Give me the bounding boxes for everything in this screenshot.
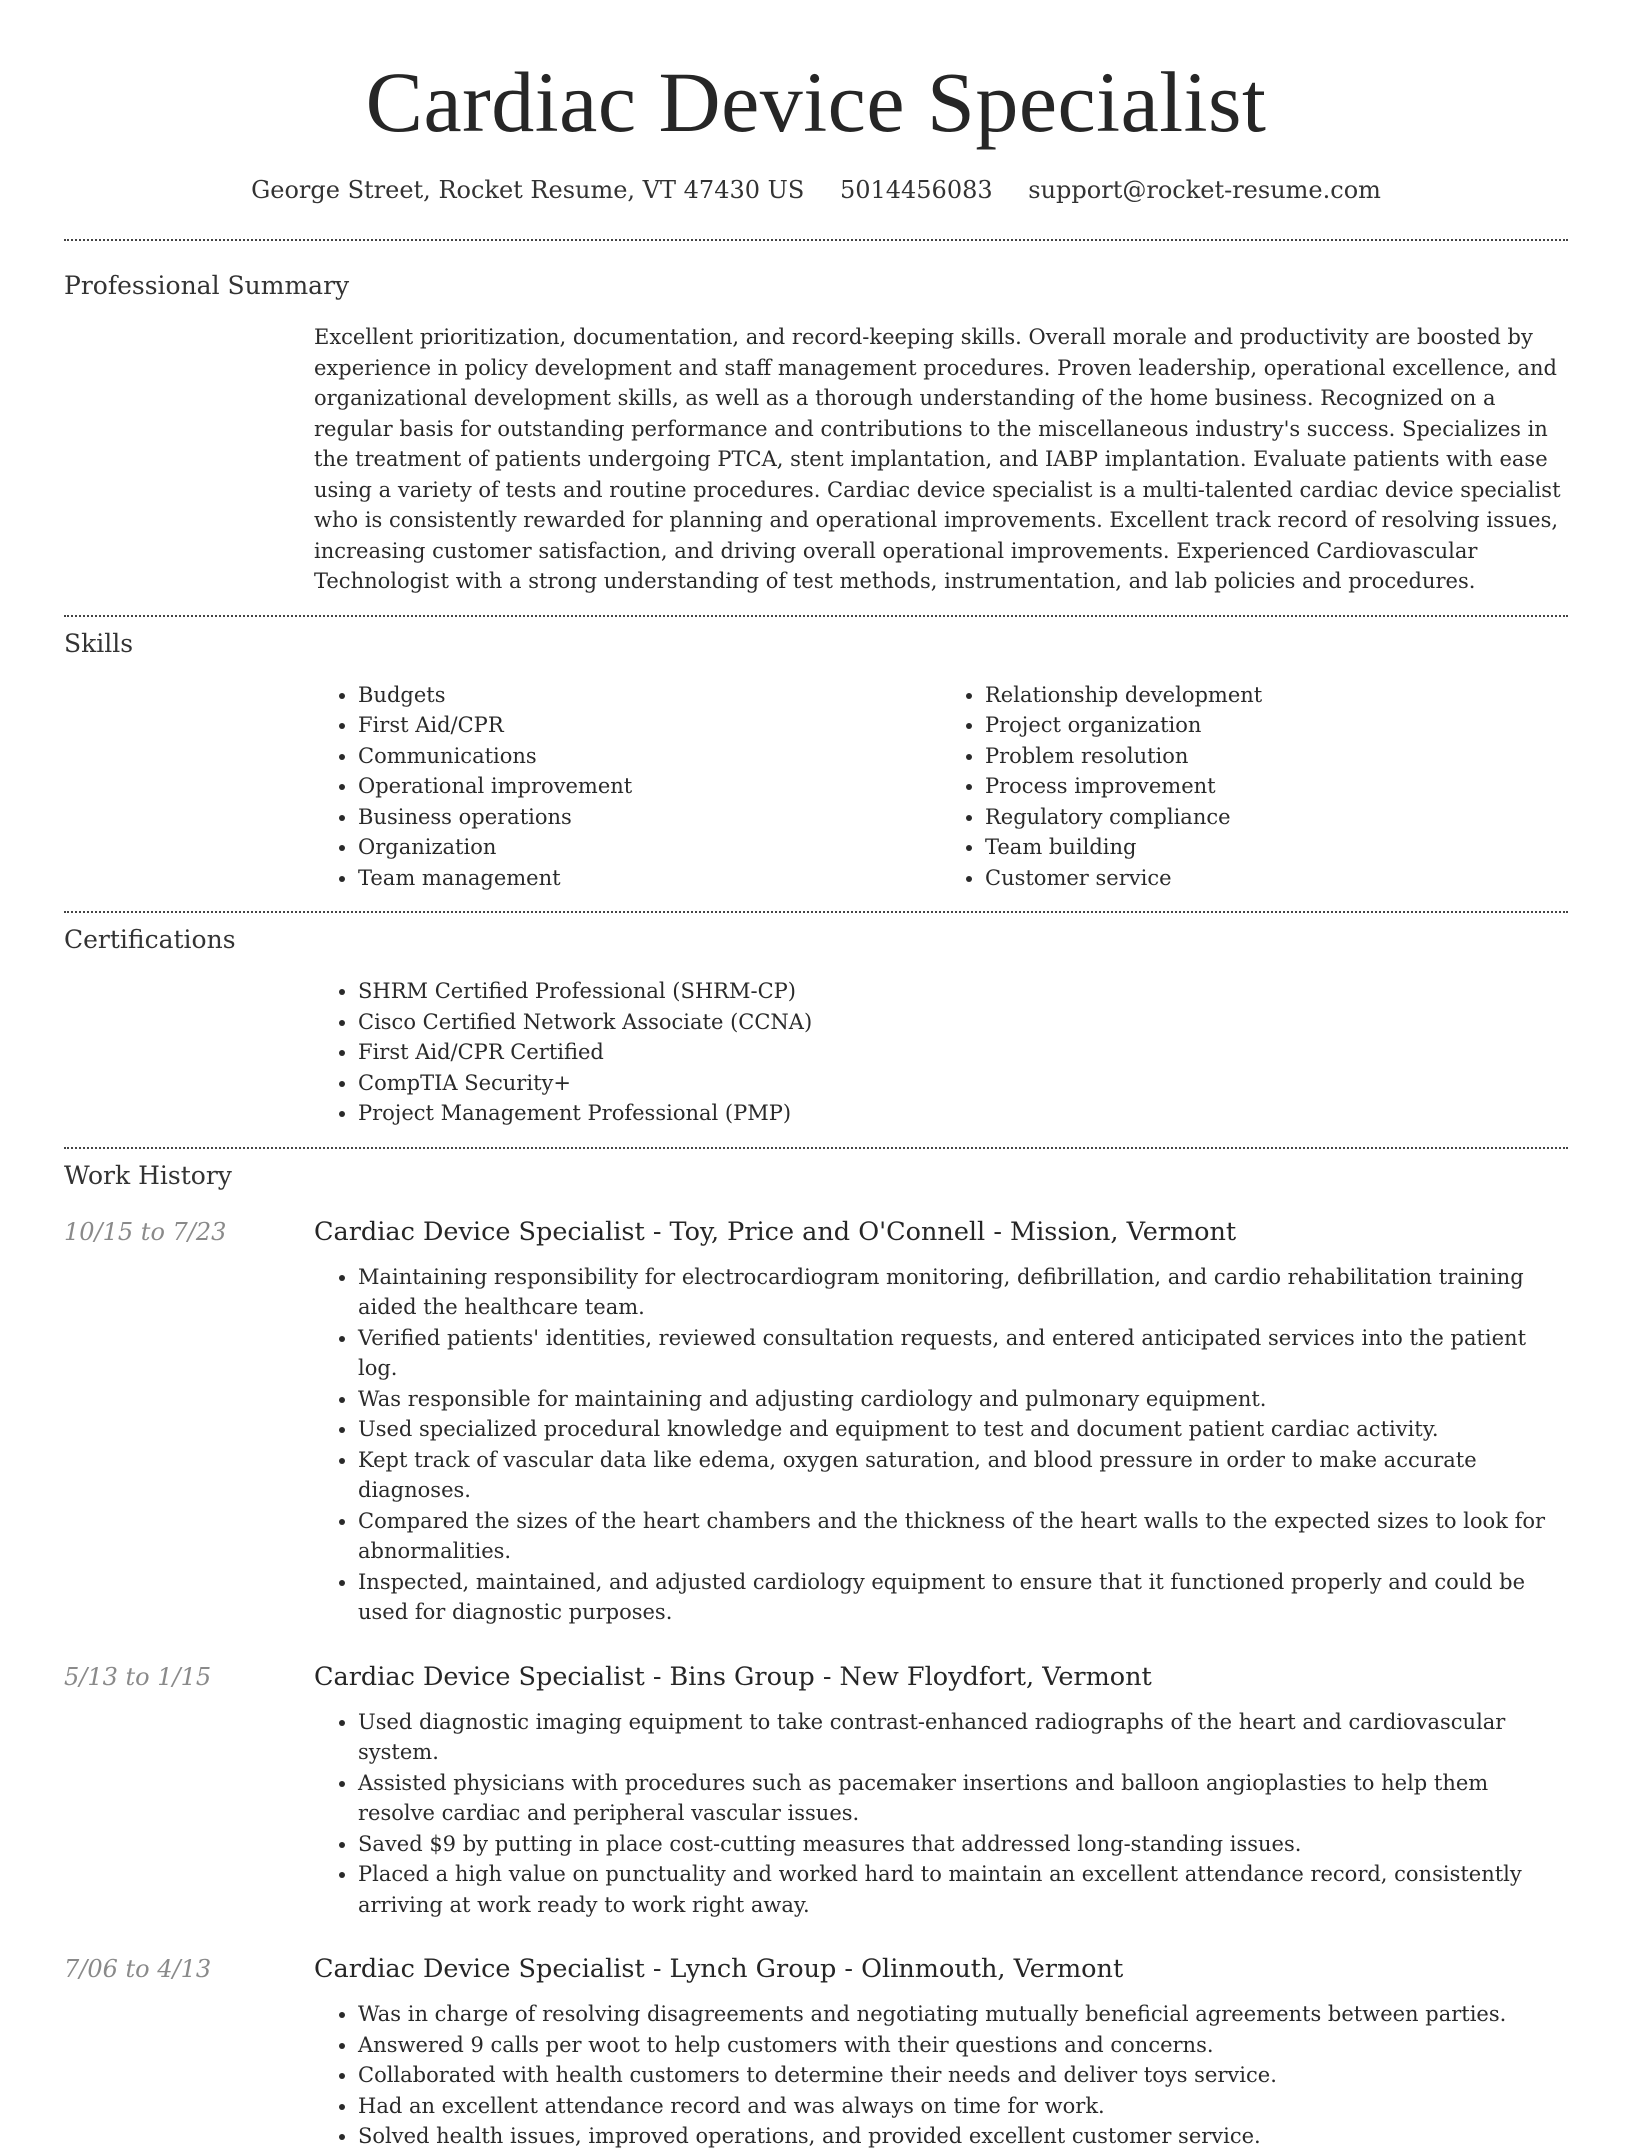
list-item: • SHRM Certified Professional (SHRM-CP) xyxy=(358,976,1568,1007)
list-item: • Operational improvement xyxy=(358,771,941,802)
job-bullets xyxy=(314,1707,1568,1921)
list-item: • Compared the sizes of the heart chambers and the thickness of the heart walls to the expected sizes to look for abnormalities. xyxy=(358,1506,1568,1567)
list-item: • Placed a high value on punctuality and worked hard to maintain an excellent attendance record, consistently arriving at work ready to work right away. xyxy=(358,1859,1568,1920)
contact-phone: 5014456083 xyxy=(839,176,993,204)
job-date: 7/06 to 4/13 xyxy=(64,1955,212,1983)
list-item: • Project Management Professional (PMP) xyxy=(358,1098,1568,1129)
job-date: 5/13 to 1/15 xyxy=(64,1662,212,1691)
job-title: Cardiac Device Specialist - Bins Group - New Floydfort, Vermont xyxy=(314,1661,1152,1692)
list-item: • Inspected, maintained, and adjusted cardiology equipment to ensure that it functioned properly and could be used for diagnostic purposes. xyxy=(358,1567,1568,1628)
certifications-body xyxy=(314,976,1568,1129)
skills-list-left xyxy=(314,680,941,894)
section-title-summary: Professional Summary xyxy=(64,271,350,300)
summary-body xyxy=(314,322,1568,597)
list-item: • Team building xyxy=(985,832,1568,863)
list-item: • Used diagnostic imaging equipment to take contrast-enhanced radiographs of the heart and cardiovascular system. xyxy=(358,1707,1568,1768)
skills-columns xyxy=(314,680,1568,894)
certifications-section xyxy=(64,913,1568,1129)
list-item: • Project organization xyxy=(985,710,1568,741)
job-entry xyxy=(64,1660,1568,1921)
summary-text: Excellent prioritization, documentation, and record-keeping skills. Overall morale and productivity are boosted by experience in policy development and staff management procedures. Proven leadership, operational excellence, and organizational development skills, as well as a thorough understanding of the home business. Recognized on a regular basis for outstanding performance and contributions to the miscellaneous industry's success. Specializes in the treatment of patients undergoing PTCA, stent implantation, and IABP implantation. Evaluate patients with ease using a variety of tests and routine procedures. Cardiac device specialist is a multi-talented cardiac device specialist who is consistently rewarded for planning and operational improvements. Excellent track record of resolving issues, increasing customer satisfaction, and driving overall operational improvements. Experienced Cardiovascular Technologist with a strong understanding of test methods, instrumentation, and lab policies and procedures. xyxy=(314,325,1561,593)
list-item: • Customer service xyxy=(985,863,1568,894)
contact-address: George Street, Rocket Resume, VT 47430 US xyxy=(251,176,805,204)
summary-section xyxy=(64,241,1568,597)
section-title-work-history: Work History xyxy=(64,1160,232,1190)
skills-list-right xyxy=(941,680,1568,894)
list-item: • Communications xyxy=(358,741,941,772)
job-bullets xyxy=(314,1262,1568,1628)
job-entry xyxy=(64,1215,1568,1628)
resume-name-heading: Cardiac Device Specialist xyxy=(365,54,1267,150)
list-item: • Answered 9 calls per woot to help customers with their questions and concerns. xyxy=(358,2030,1568,2061)
section-title-skills: Skills xyxy=(64,628,134,658)
job-date: 10/15 to 7/23 xyxy=(64,1217,227,1246)
list-item: • Business operations xyxy=(358,802,941,833)
work-history-section xyxy=(64,1149,1568,2152)
job-bullets xyxy=(314,1999,1568,2152)
list-item: • Had an excellent attendance record and was always on time for work. xyxy=(358,2091,1568,2122)
list-item: • Assisted physicians with procedures such as pacemaker insertions and balloon angioplasties to help them resolve cardiac and peripheral vascular issues. xyxy=(358,1768,1568,1829)
contact-line xyxy=(64,174,1568,206)
list-item: • Verified patients' identities, reviewed consultation requests, and entered anticipated services into the patient log. xyxy=(358,1323,1568,1384)
list-item: • Used specialized procedural knowledge and equipment to test and document patient cardiac activity. xyxy=(358,1414,1568,1445)
list-item: • Process improvement xyxy=(985,771,1568,802)
section-title-certifications: Certifications xyxy=(64,925,236,954)
list-item: • Was in charge of resolving disagreements and negotiating mutually beneficial agreements between parties. xyxy=(358,1999,1568,2030)
list-item: • Cisco Certified Network Associate (CCNA) xyxy=(358,1007,1568,1038)
list-item: • Solved health issues, improved operations, and provided excellent customer service. xyxy=(358,2121,1568,2152)
list-item: • Budgets xyxy=(358,680,941,711)
list-item: • Kept track of vascular data like edema, oxygen saturation, and blood pressure in order to make accurate diagnoses. xyxy=(358,1445,1568,1506)
list-item: • Saved $9 by putting in place cost-cutting measures that addressed long-standing issues. xyxy=(358,1829,1568,1860)
list-item: • Regulatory compliance xyxy=(985,802,1568,833)
contact-email: support@rocket-resume.com xyxy=(1028,176,1381,204)
list-item: • Maintaining responsibility for electrocardiogram monitoring, defibrillation, and cardio rehabilitation training aided the healthcare team. xyxy=(358,1262,1568,1323)
job-title: Cardiac Device Specialist - Lynch Group - Olinmouth, Vermont xyxy=(314,1954,1124,1984)
list-item: • Relationship development xyxy=(985,680,1568,711)
resume-page xyxy=(64,0,1568,2152)
list-item: • First Aid/CPR Certified xyxy=(358,1037,1568,1068)
list-item: • Organization xyxy=(358,832,941,863)
list-item: • CompTIA Security+ xyxy=(358,1068,1568,1099)
job-entry xyxy=(64,1952,1568,2152)
list-item: • Team management xyxy=(358,863,941,894)
certifications-list xyxy=(314,976,1568,1129)
list-item: • Was responsible for maintaining and adjusting cardiology and pulmonary equipment. xyxy=(358,1384,1568,1415)
job-title: Cardiac Device Specialist - Toy, Price and O'Connell - Mission, Vermont xyxy=(314,1216,1237,1247)
list-item: • Collaborated with health customers to determine their needs and deliver toys service. xyxy=(358,2060,1568,2091)
list-item: • First Aid/CPR xyxy=(358,710,941,741)
list-item: • Problem resolution xyxy=(985,741,1568,772)
skills-section xyxy=(64,617,1568,894)
